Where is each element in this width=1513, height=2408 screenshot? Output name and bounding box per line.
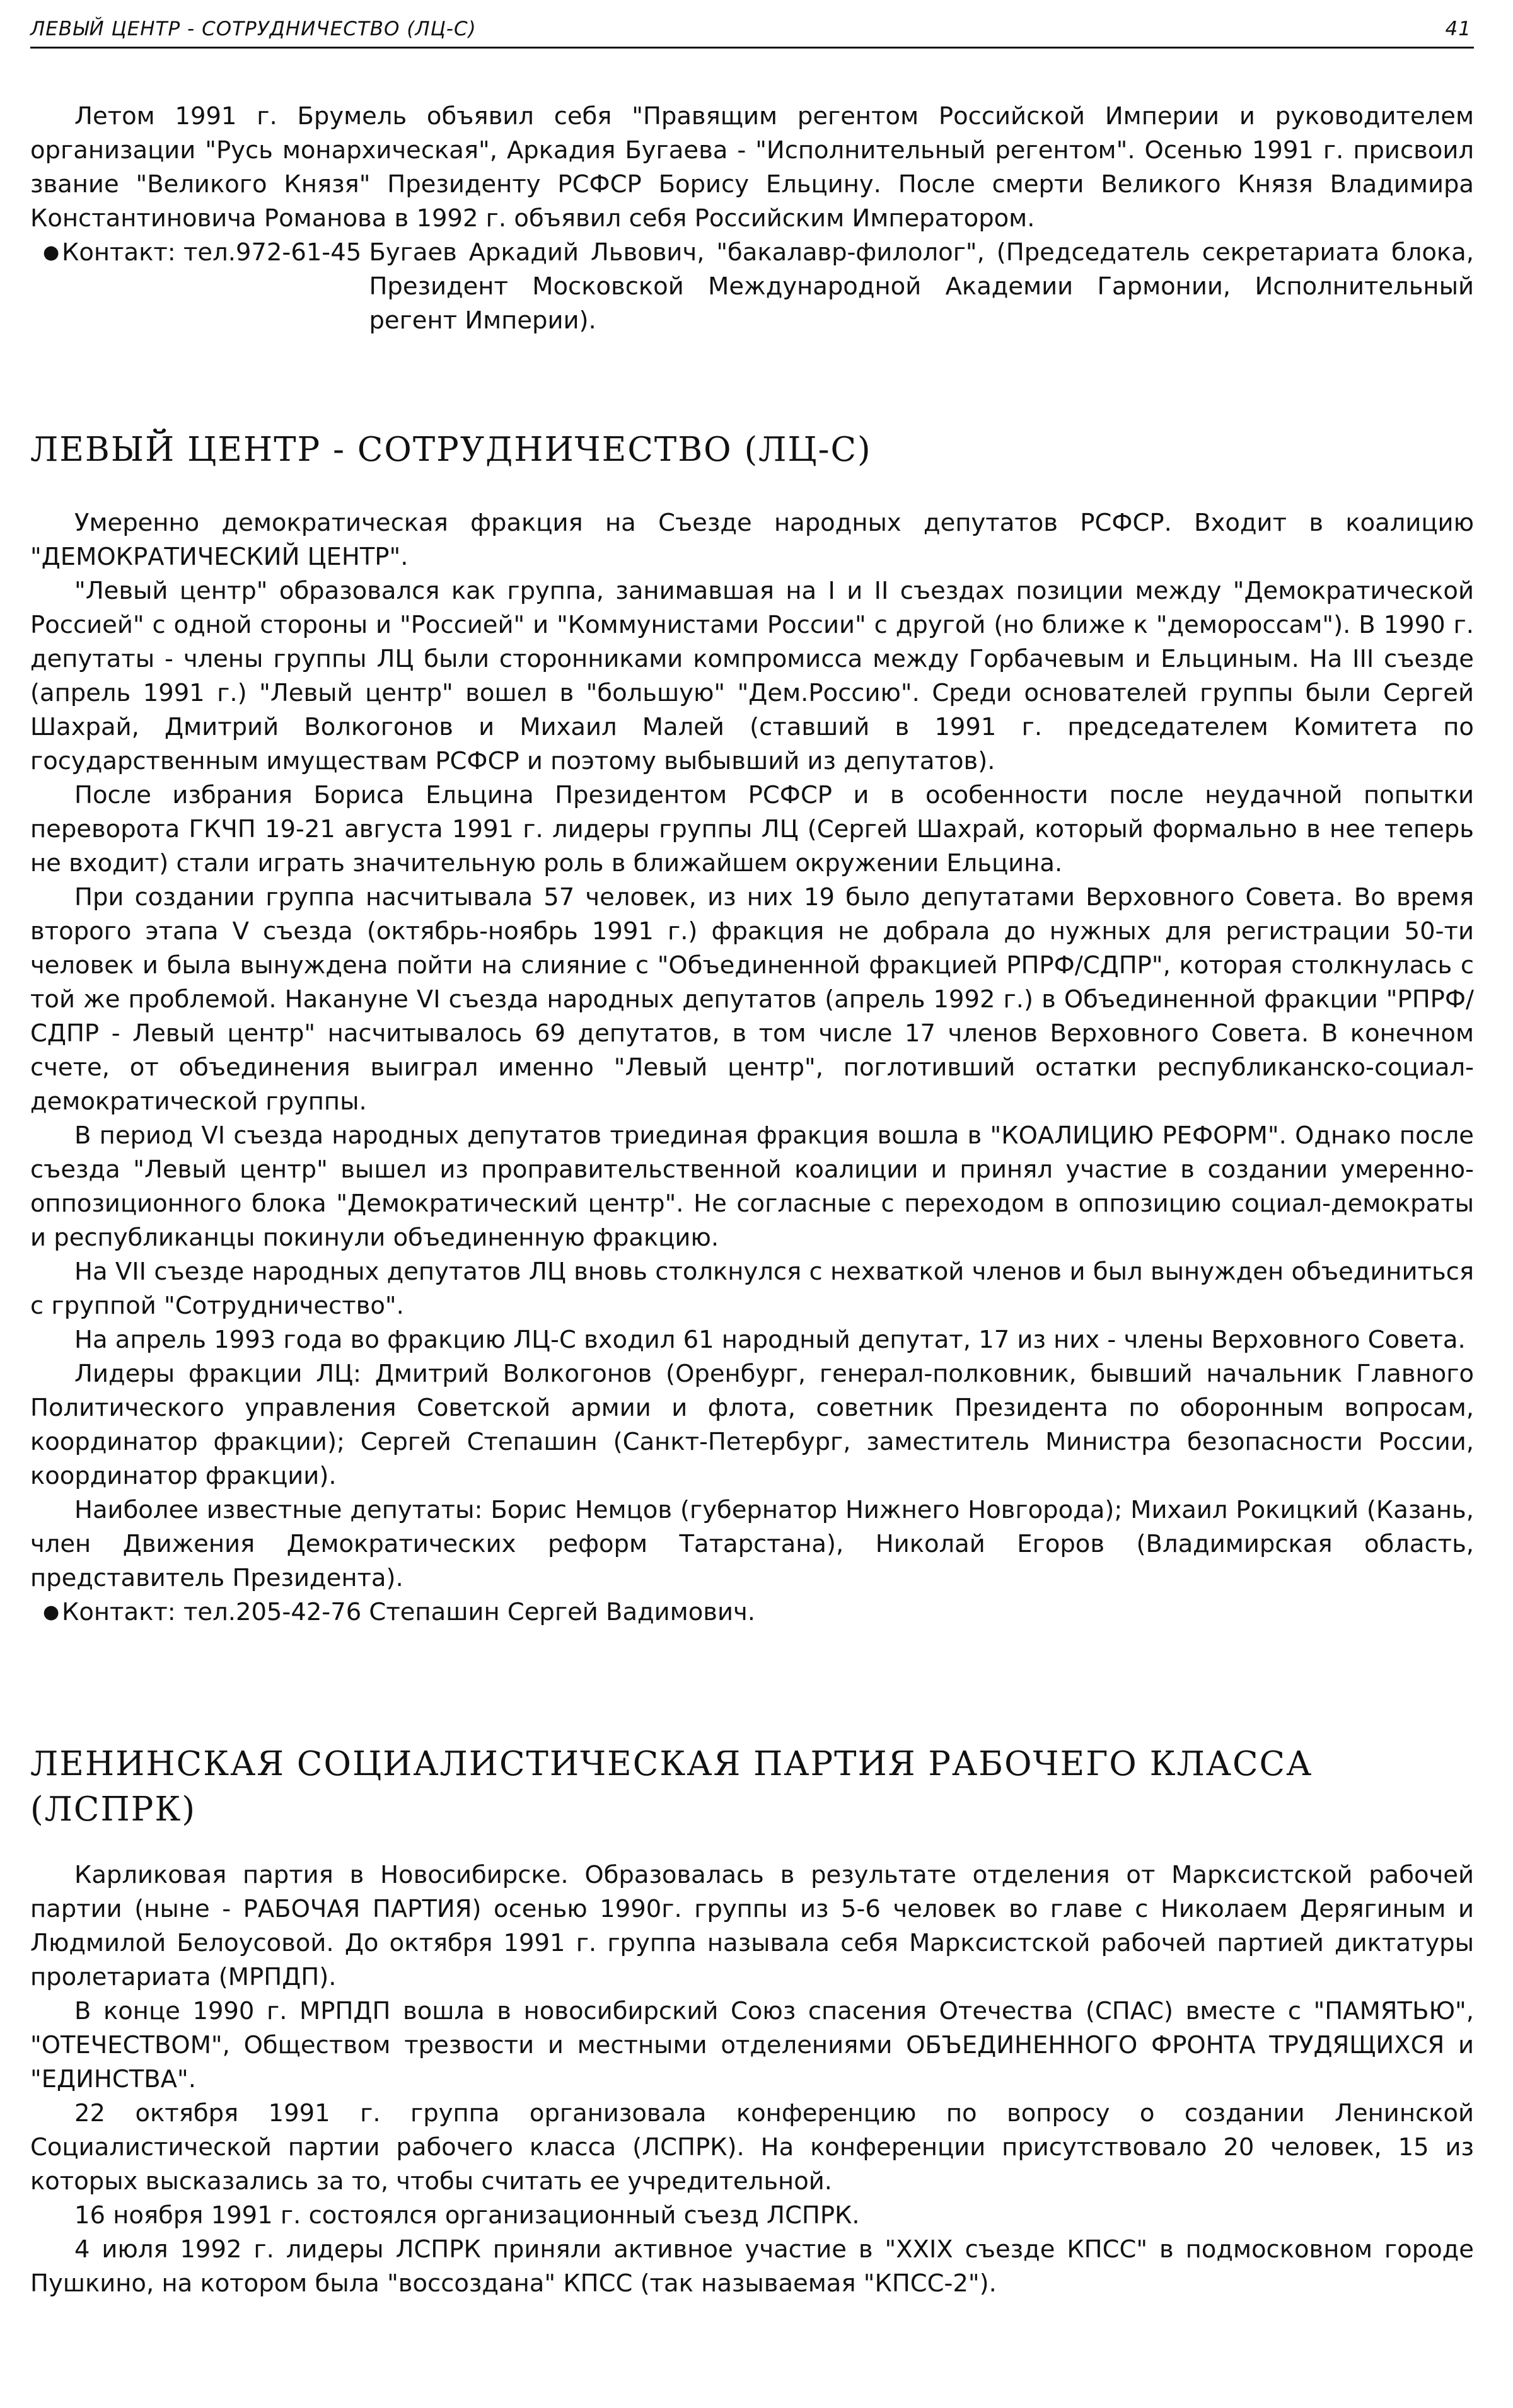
section-title-lcs: ЛЕВЫЙ ЦЕНТР - СОТРУДНИЧЕСТВО (ЛЦ-С) — [30, 431, 872, 469]
document-page — [30, 18, 1474, 2298]
contact-text: тел.205-42-76 Степашин Сергей Вадимович. — [183, 1598, 755, 1626]
lcs-paragraph: При создании группа насчитывала 57 человек, из них 19 было депутатами Верховного Совета. Во время второго этапа V съезда (октябрь-ноябрь 1991 г.) фракция не добрала до нужных для регистрации 50-ти человек и была вынуждена пойти на слияние с "Объединенной фракцией РПРФ/СДПР", которая столкнулась с той же проблемой. Накануне VI съезда народных депутатов (апрель 1992 г.) в Объединенной фракции "РПРФ/СДПР - Левый центр" насчитывалось 69 депутатов, в том числе 17 членов Верховного Совета. В конечном счете, от объединения выиграл именно "Левый центр", поглотивший остатки республиканско-социал-демократической группы. — [30, 883, 1474, 1116]
lcs-contact-body — [62, 1595, 1474, 1629]
intro-block — [30, 100, 1474, 338]
running-title: ЛЕВЫЙ ЦЕНТР - СОТРУДНИЧЕСТВО (ЛЦ-С) — [30, 18, 477, 40]
contact-description: Бугаев Аркадий Львович, "бакалавр-филолог", (Председатель секретариата блока, Президент Московской Международной Академии Гармонии, Исполнительный регент Империи). — [369, 238, 1474, 335]
lcs-paragraph: После избрания Бориса Ельцина Президентом РСФСР и в особенности после неудачной попытки переворота ГКЧП 19-21 августа 1991 г. лидеры группы ЛЦ (Сергей Шахрай, который формально в нее теперь не входит) стали играть значительную роль в ближайшем окружении Ельцина. — [30, 781, 1474, 877]
bullet-icon: ● — [43, 1601, 60, 1623]
lcs-paragraph: В период VI съезда народных депутатов триединая фракция вошла в "КОАЛИЦИЮ РЕФОРМ". Однако после съезда "Левый центр" вышел из проправительственной коалиции и принял участие в создании умеренно-оппозиционного блока "Демократический центр". Не согласные с переходом в оппозицию социал-демократы и республиканцы покинули объединенную фракцию. — [30, 1121, 1474, 1252]
contact-phone: тел.972-61-45 — [183, 238, 369, 267]
lsprk-paragraph: 22 октября 1991 г. группа организовала конференцию по вопросу о создании Ленинской Социалистической партии рабочего класса (ЛСПРК). На конференции присутствовало 20 человек, 15 из которых высказались за то, чтобы считать ее учредительной. — [30, 2099, 1474, 2196]
section-lcs-body — [30, 506, 1474, 1629]
lcs-paragraph: Наиболее известные депутаты: Борис Немцов (губернатор Нижнего Новгорода); Михаил Рокицкий (Казань, член Движения Демократических реформ Татарстана), Николай Егоров (Владимирская область, представитель Президента). — [30, 1496, 1474, 1592]
intro-contact — [30, 236, 1474, 338]
lcs-paragraph: Лидеры фракции ЛЦ: Дмитрий Волкогонов (Оренбург, генерал-полковник, бывший начальник Главного Политического управления Советской армии и флота, советник Президента по оборонным вопросам, координатор фракции); Сергей Степашин (Санкт-Петербург, заместитель Министра безопасности России, координатор фракции). — [30, 1360, 1474, 1490]
lsprk-paragraph: Карликовая партия в Новосибирске. Образовалась в результате отделения от Марксистской рабочей партии (ныне - РАБОЧАЯ ПАРТИЯ) осенью 1990г. группы из 5-6 человек во главе с Николаем Дерягиным и Людмилой Белоусовой. До октября 1991 г. группа называла себя Марксистской рабочей партией диктатуры пролетариата (МРПДП). — [30, 1861, 1474, 1991]
intro-contact-body — [62, 236, 1474, 338]
lcs-paragraph: На VII съезде народных депутатов ЛЦ вновь столкнулся с нехваткой членов и был вынужден объединиться с группой "Сотрудничество". — [30, 1258, 1474, 1320]
lcs-paragraph: Умеренно демократическая фракция на Съезде народных депутатов РСФСР. Входит в коалицию "ДЕМОКРАТИЧЕСКИЙ ЦЕНТР". — [30, 509, 1474, 571]
lsprk-paragraph: В конце 1990 г. МРПДП вошла в новосибирский Союз спасения Отечества (СПАС) вместе с "ПАМЯТЬЮ", "ОТЕЧЕСТВОМ", Обществом трезвости и местными отделениями ОБЪЕДИНЕННОГО ФРОНТА ТРУДЯЩИХСЯ и "ЕДИНСТВА". — [30, 1997, 1474, 2093]
lcs-paragraph: "Левый центр" образовался как группа, занимавшая на I и II съездах позиции между "Демократической Россией" с одной стороны и "Россией" и "Коммунистами России" с другой (но ближе к "демороссам"). В 1990 г. депутаты - члены группы ЛЦ были сторонниками компромисса между Горбачевым и Ельциным. На III съезде (апрель 1991 г.) "Левый центр" вошел в "большую" "Дем.Россию". Среди основателей группы были Сергей Шахрай, Дмитрий Волкогонов и Михаил Малей (ставший в 1991 г. председателем Комитета по государственным имуществам РСФСР и поэтому выбывший из депутатов). — [30, 577, 1474, 775]
section-lsprk-body — [30, 1858, 1474, 2301]
lcs-contact — [30, 1595, 1474, 1629]
intro-paragraph: Летом 1991 г. Брумель объявил себя "Правящим регентом Российской Империи и руководителем организации "Русь монархическая", Аркадия Бугаева - "Исполнительный регентом". Осенью 1991 г. присвоил звание "Великого Князя" Президенту РСФСР Борису Ельцину. После смерти Великого Князя Владимира Константиновича Романова в 1992 г. объявил себя Российским Императором. — [30, 102, 1474, 233]
page-number: 41 — [1445, 18, 1471, 40]
bullet-icon: ● — [43, 241, 60, 263]
section-title-lsprk: ЛЕНИНСКАЯ СОЦИАЛИСТИЧЕСКАЯ ПАРТИЯ РАБОЧЕГО КЛАССА (ЛСПРК) — [30, 1745, 1313, 1829]
lcs-paragraph: На апрель 1993 года во фракцию ЛЦ-С входил 61 народный депутат, 17 из них - члены Верховного Совета. — [74, 1326, 1466, 1354]
contact-label: Контакт: — [62, 1598, 183, 1626]
running-header — [30, 18, 1474, 49]
lsprk-paragraph: 4 июля 1992 г. лидеры ЛСПРК приняли активное участие в "XXIX съезде КПСС" в подмосковном городе Пушкино, на котором была "воссоздана" КПСС (так называемая "КПСС-2"). — [30, 2235, 1474, 2298]
intro-contact-line — [62, 236, 1474, 338]
lsprk-paragraph: 16 ноября 1991 г. состоялся организационный съезд ЛСПРК. — [74, 2201, 860, 2230]
contact-label: Контакт: — [62, 238, 183, 267]
